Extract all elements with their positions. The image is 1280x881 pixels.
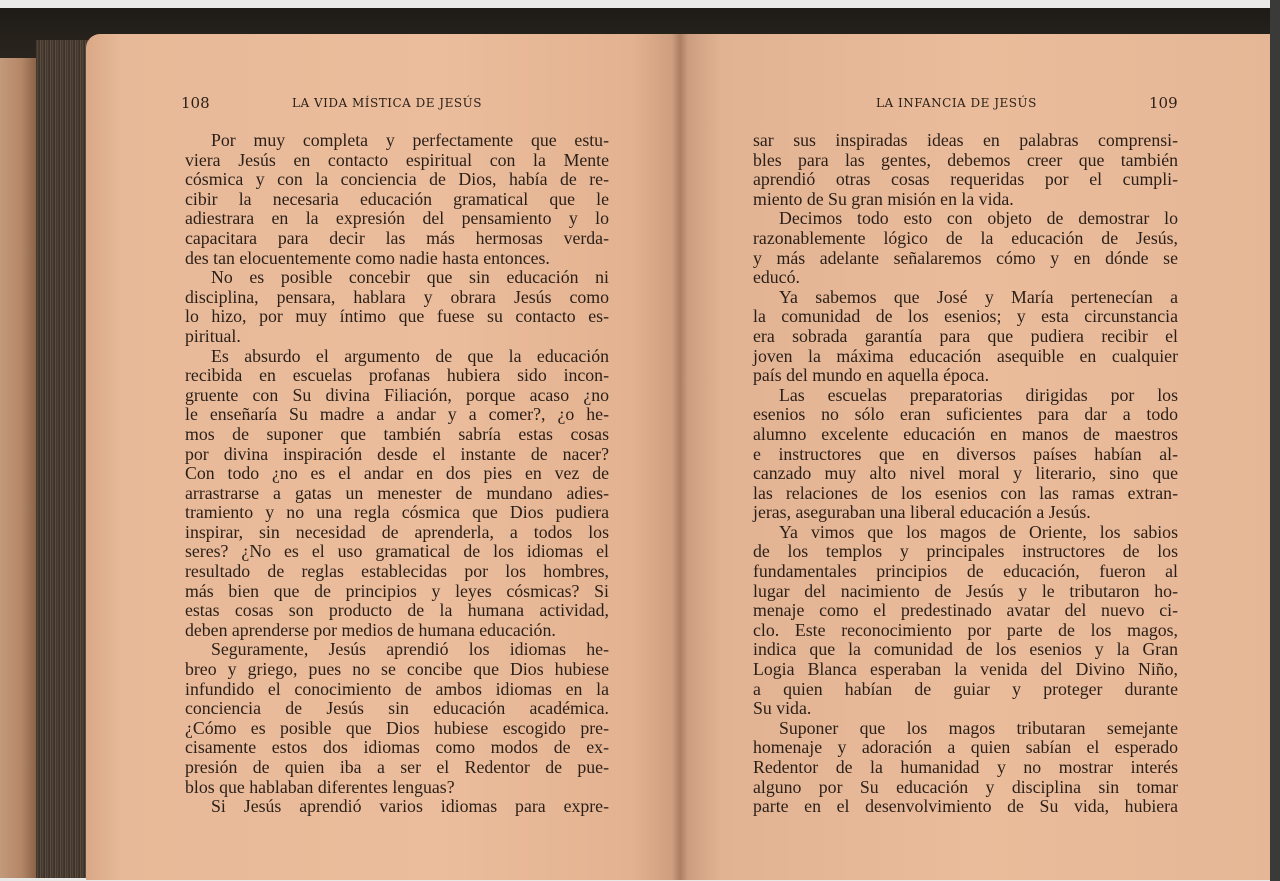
- text-line: Por muy completa y perfectamente que estu-: [211, 130, 609, 150]
- text-line: país del mundo en aquella época.: [753, 365, 990, 386]
- text-line: Logia Blanca esperaban la venida del Divino Niño,: [753, 659, 1178, 680]
- text-line: deben aprenderse por medios de humana educación.: [185, 619, 556, 640]
- text-line: No es posible concebir que sin educación ni: [211, 267, 609, 288]
- text-line: capacitara para decir las más hermosas verda-: [185, 227, 609, 248]
- right-page-number: 109: [1149, 94, 1178, 112]
- text-line: e instructores que en diversos países habían al-: [753, 443, 1178, 464]
- text-line: Con todo ¿no es el andar en dos pies en vez de: [185, 463, 609, 484]
- text-line: estas cosas son producto de la humana actividad,: [185, 600, 609, 621]
- text-line: educó.: [753, 267, 800, 288]
- text-line: arrastrarse a gatas un menester de mundano adies-: [185, 482, 609, 503]
- text-line: disciplina, pensara, hablara y obrara Jesús como: [185, 286, 609, 307]
- text-line: Ya vimos que los magos de Oriente, los sabios: [779, 521, 1178, 542]
- text-line: jeras, aseguraban una liberal educación a Jesús.: [753, 502, 1091, 523]
- text-line: era sobrada garantía para que pudiera recibir el: [753, 325, 1178, 346]
- left-page-body-text: [185, 131, 609, 817]
- right-page-body-text: [753, 131, 1178, 817]
- text-line: breo y griego, pues no se concibe que Dios hubiese: [185, 659, 609, 680]
- text-line: Su vida.: [753, 698, 812, 719]
- text-line: des tan elocuentemente como nadie hasta entonces.: [185, 247, 550, 268]
- text-line: Las escuelas preparatorias dirigidas por los: [779, 384, 1178, 405]
- text-line: más bien que de principios y leyes cósmicas? Si: [185, 580, 609, 601]
- text-line: fundamentales principios de educación, fueron al: [753, 561, 1178, 582]
- text-line: conciencia de Jesús sin educación académica.: [185, 698, 609, 719]
- text-line: Ya sabemos que José y María pertenecían a: [779, 286, 1178, 307]
- text-line: lo hizo, por muy íntimo que fuese su contacto es-: [185, 306, 609, 327]
- text-line: resultado de reglas establecidas por los hombres,: [185, 561, 609, 582]
- text-line: Suponer que los magos tributaran semejante: [779, 717, 1178, 738]
- text-line: a quien habían de guiar y proteger durante: [753, 678, 1178, 699]
- text-line: Decimos todo esto con objeto de demostrar lo: [779, 208, 1178, 229]
- text-line: piritual.: [185, 325, 241, 346]
- text-line: lugar del nacimiento de Jesús y le tributaron ho-: [753, 580, 1178, 601]
- text-line: Redentor de la humanidad y no mostrar interés: [753, 757, 1178, 777]
- text-line: las relaciones de los esenios con las ramas extran-: [753, 482, 1178, 503]
- text-line: le enseñaría Su madre a andar y a comer?, ¿o he-: [185, 404, 609, 425]
- text-line: gruente con Su divina Filiación, porque acaso ¿no: [185, 384, 609, 405]
- text-line: recibida en escuelas profanas hubiera sido incon-: [185, 365, 609, 386]
- text-line: blos que hablaban diferentes lenguas?: [185, 776, 455, 797]
- text-line: inspirar, sin necesidad de aprenderla, a todos los: [185, 521, 609, 542]
- text-line: parte en el desenvolvimiento de Su vida, hubiera: [753, 796, 1178, 817]
- text-line: menaje como el predestinado avatar del nuevo ci-: [753, 600, 1178, 621]
- scan-edge-strip: [1270, 0, 1280, 881]
- text-line: y más adelante señalaremos cómo y en dónde se: [753, 247, 1178, 268]
- text-line: razonablemente lógico de la educación de Jesús,: [753, 227, 1178, 248]
- text-line: ¿Cómo es posible que Dios hubiese escogido pre-: [185, 717, 609, 738]
- text-line: clo. Este reconocimiento por parte de los magos,: [753, 619, 1178, 640]
- text-line: tramiento y no una regla cósmica que Dios pudiera: [185, 502, 609, 523]
- text-line: por divina inspiración desde el instante de nacer?: [185, 443, 609, 464]
- text-line: presión de quien iba a ser el Redentor de pue-: [185, 757, 609, 777]
- text-line: bles para las gentes, debemos creer que también: [753, 149, 1178, 170]
- text-line: Seguramente, Jesús aprendió los idiomas he-: [211, 639, 609, 660]
- text-line: homenaje y adoración a quien sabían el esperado: [753, 737, 1178, 758]
- text-line: alguno por Su educación y disciplina sin tomar: [753, 776, 1178, 797]
- book-binding-edge: [0, 58, 36, 878]
- text-line: indica que la comunidad de los esenios y la Gran: [753, 639, 1178, 660]
- text-line: canzado muy alto nivel moral y literario, sino que: [753, 463, 1178, 484]
- text-line: joven la máxima educación asequible en cualquier: [753, 345, 1178, 366]
- left-running-head: LA VIDA MÍSTICA DE JESÚS: [292, 96, 482, 110]
- text-line: alumno excelente educación en manos de maestros: [753, 423, 1178, 444]
- text-line: cisamente estos dos idiomas como modos de ex-: [185, 737, 609, 758]
- text-line: sar sus inspiradas ideas en palabras comprensi-: [753, 130, 1178, 150]
- right-running-head: LA INFANCIA DE JESÚS: [876, 96, 1037, 110]
- text-line: cósmica y con la conciencia de Dios, había de re-: [185, 169, 609, 190]
- page-stack-edge: [36, 40, 88, 878]
- text-line: infundido el conocimiento de ambos idiomas en la: [185, 678, 609, 699]
- text-line: cibir la necesaria educación gramatical que le: [185, 188, 609, 209]
- text-line: viera Jesús en contacto espiritual con la Mente: [185, 149, 609, 170]
- text-line: Si Jesús aprendió varios idiomas para expre-: [211, 796, 609, 817]
- text-line: mos de suponer que también sabría estas cosas: [185, 423, 609, 444]
- text-line: miento de Su gran misión en la vida.: [753, 188, 1014, 209]
- text-line: Es absurdo el argumento de que la educación: [211, 345, 609, 366]
- text-line: seres? ¿No es el uso gramatical de los idiomas el: [185, 541, 609, 562]
- text-line: la comunidad de los esenios; y esta circunstancia: [753, 306, 1178, 327]
- left-page-number: 108: [181, 94, 210, 112]
- text-line: de los templos y principales instructores de los: [753, 541, 1178, 562]
- book-gutter: [672, 34, 688, 880]
- text-line: adiestrara en la expresión del pensamiento y lo: [185, 208, 609, 229]
- text-line: esenios no sólo eran suficientes para dar a todo: [753, 404, 1178, 425]
- text-line: aprendió otras cosas requeridas por el cumpli-: [753, 169, 1178, 190]
